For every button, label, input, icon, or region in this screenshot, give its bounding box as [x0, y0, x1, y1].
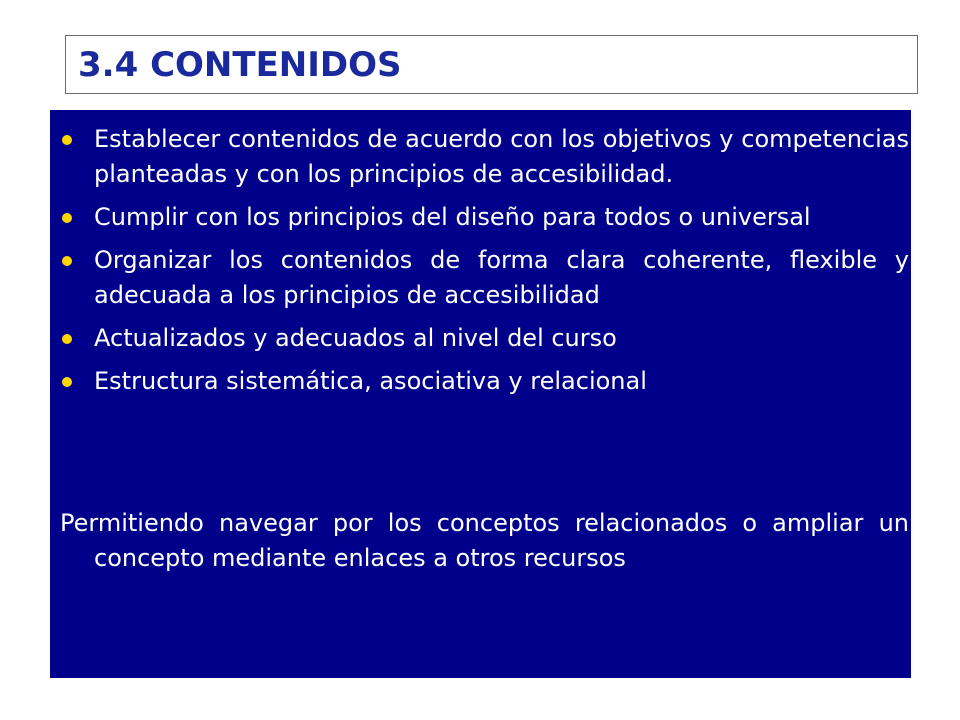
slide-title: 3.4 CONTENIDOS — [78, 45, 402, 85]
bullet-dot-icon — [62, 256, 72, 266]
closing-paragraph: Permitiendo navegar por los conceptos relacionados o ampliar un concepto mediante enlaces a otros recursos — [60, 509, 909, 572]
bullet-text: Cumplir con los principios del diseño para todos o universal — [94, 203, 811, 231]
bullet-text: Estructura sistemática, asociativa y relacional — [94, 367, 647, 395]
bullet-dot-icon — [62, 135, 72, 145]
bullet-text: Actualizados y adecuados al nivel del curso — [94, 324, 617, 352]
title-box — [65, 35, 918, 94]
bullet-dot-icon — [62, 334, 72, 344]
content-panel — [50, 110, 911, 678]
bullet-text: Organizar los contenidos de forma clara coherente, flexible y adecuada a los principios de accesibilidad — [94, 246, 909, 309]
bullet-item — [50, 122, 909, 192]
bullet-item — [50, 243, 909, 313]
bullet-item — [50, 200, 909, 235]
bullet-item — [50, 321, 909, 356]
bullet-list — [50, 122, 911, 407]
bullet-dot-icon — [62, 213, 72, 223]
bullet-item — [50, 364, 909, 399]
bullet-dot-icon — [62, 377, 72, 387]
bullet-text: Establecer contenidos de acuerdo con los objetivos y competencias planteadas y con los principios de accesibilidad. — [94, 125, 909, 188]
